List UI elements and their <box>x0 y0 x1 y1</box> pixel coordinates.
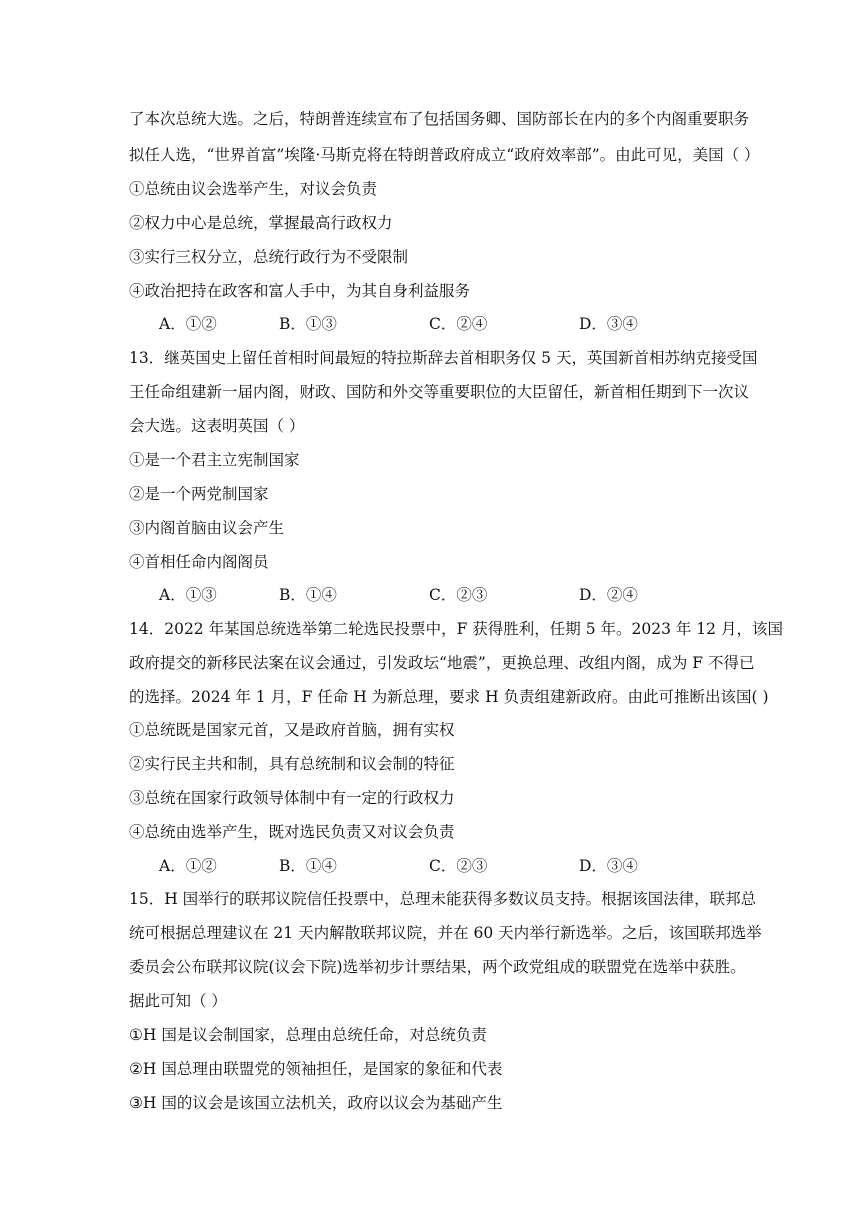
q15-stem-line-3: 委员会公布联邦议院(议会下院)选举初步计票结果，两个政党组成的联盟党在选举中获胜。 <box>129 958 746 976</box>
q12-option-b[interactable]: B．①③ <box>279 315 337 333</box>
q14-stem-line-3: 的选择。2024 年 1 月，F 任命 H 为新总理，要求 H 负责组建新政府。由此可推断出该国( ) <box>129 688 769 706</box>
q13-options <box>159 584 759 606</box>
q14-option-d[interactable]: D．③④ <box>579 857 638 875</box>
q12-item-3: ③实行三权分立，总统行政行为不受限制 <box>129 248 409 266</box>
q13-stem-line-3: 会大选。这表明英国（ ） <box>129 417 305 435</box>
q12-stem-line-2: 拟任人选，“世界首富”埃隆·马斯克将在特朗普政府成立“政府效率部”。由此可见，美国（ ） <box>129 146 760 164</box>
q12-item-1: ①总统由议会选举产生，对议会负责 <box>129 180 378 198</box>
q13-item-3: ③内阁首脑由议会产生 <box>129 519 285 537</box>
q15-item-3: ③H 国的议会是该国立法机关，政府以议会为基础产生 <box>129 1094 503 1112</box>
q13-item-1: ①是一个君主立宪制国家 <box>129 451 300 469</box>
q12-options <box>159 313 759 335</box>
q13-stem-line-2: 王任命组建新一届内阁，财政、国防和外交等重要职位的大臣留任，新首相任期到下一次议 <box>129 383 750 401</box>
q15-stem-line-2: 统可根据总理建议在 21 天内解散联邦议院，并在 60 天内举行新选举。之后，该国联邦选举 <box>129 924 762 942</box>
q14-stem-line-2: 政府提交的新移民法案在议会通过，引发政坛“地震”，更换总理、改组内阁，成为 F 不得已 <box>129 654 755 672</box>
q15-item-2: ②H 国总理由联盟党的领袖担任，是国家的象征和代表 <box>129 1060 503 1078</box>
q15-stem-line-4: 据此可知（ ） <box>129 992 227 1010</box>
q13-option-a[interactable]: A．①③ <box>159 586 217 604</box>
q14-stem-line-1: 14．2022 年某国总统选举第二轮选民投票中，F 获得胜利，任期 5 年。2023 年 12 月，该国 <box>129 620 783 638</box>
q13-item-2: ②是一个两党制国家 <box>129 485 269 503</box>
q13-option-c[interactable]: C．②③ <box>429 586 488 604</box>
q14-item-2: ②实行民主共和制，具有总统制和议会制的特征 <box>129 755 455 773</box>
q13-item-4: ④首相任命内阁阁员 <box>129 553 269 571</box>
q12-option-a[interactable]: A．①② <box>159 315 217 333</box>
q12-stem-line-1: 了本次总统大选。之后，特朗普连续宣布了包括国务卿、国防部长在内的多个内阁重要职务 <box>129 110 750 128</box>
q14-option-c[interactable]: C．②③ <box>429 857 488 875</box>
q13-option-d[interactable]: D．②④ <box>579 586 638 604</box>
q14-option-b[interactable]: B．①④ <box>279 857 337 875</box>
q12-item-2: ②权力中心是总统，掌握最高行政权力 <box>129 214 393 232</box>
q12-option-c[interactable]: C．②④ <box>429 315 488 333</box>
q14-item-4: ④总统由选举产生，既对选民负责又对议会负责 <box>129 823 455 841</box>
q12-item-4: ④政治把持在政客和富人手中，为其自身利益服务 <box>129 282 471 300</box>
q14-option-a[interactable]: A．①② <box>159 857 217 875</box>
q14-item-1: ①总统既是国家元首，又是政府首脑，拥有实权 <box>129 721 455 739</box>
q14-options <box>159 855 759 877</box>
q15-item-1: ①H 国是议会制国家，总理由总统任命，对总统负责 <box>129 1026 487 1044</box>
q13-option-b[interactable]: B．①④ <box>279 586 337 604</box>
q15-stem-line-1: 15．H 国举行的联邦议院信任投票中，总理未能获得多数议员支持。根据该国法律，联邦总 <box>129 890 757 908</box>
q13-stem-line-1: 13．继英国史上留任首相时间最短的特拉斯辞去首相职务仅 5 天，英国新首相苏纳克接受国 <box>129 349 758 367</box>
q12-option-d[interactable]: D．③④ <box>579 315 638 333</box>
q14-item-3: ③总统在国家行政领导体制中有一定的行政权力 <box>129 789 455 807</box>
